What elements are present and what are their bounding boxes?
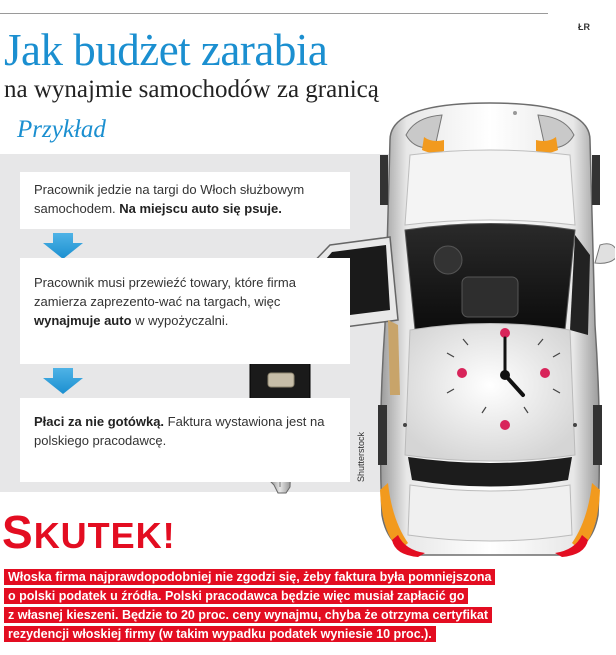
step-2-text-before: Pracownik musi przewieźć towary, które firma zamierza zaprezento-wać na targach, więc — [34, 275, 296, 309]
result-line: Włoska firma najprawdopodobniej nie zgodzi się, żeby faktura była pomniejszona — [4, 569, 495, 585]
result-line: o polski podatek u źródła. Polski pracodawca będzie więc musiał zapłacić go — [4, 588, 468, 604]
down-arrow-icon — [43, 233, 83, 259]
step-3-bold: Płaci za nie gotówką. — [34, 414, 165, 429]
image-credit: Shutterstock — [356, 431, 366, 482]
step-2-bold: wynajmuje auto — [34, 313, 132, 328]
source-tag: ŁR — [578, 22, 590, 32]
step-card-2 — [20, 258, 350, 364]
page-subtitle: na wynajmie samochodów za granicą — [4, 76, 379, 103]
page-title: Jak budżet zarabia — [4, 25, 328, 75]
top-rule — [0, 13, 548, 14]
result-heading-first: S — [2, 506, 34, 558]
step-2-text-after: w wypożyczalni. — [131, 313, 229, 328]
step-1-text: Pracownik jedzie na targi do Włoch służbowym samochodem. — [34, 182, 305, 216]
result-heading-rest: KUTEK! — [33, 515, 176, 556]
example-heading: Przykład — [17, 116, 106, 143]
down-arrow-icon — [43, 368, 83, 394]
step-3-text-after: Faktura wystawiona jest na polskiego pracodawcę. — [34, 414, 325, 448]
result-line: rezydencji włoskiej firmy (w takim wypadku podatek wyniesie 10 proc.). — [4, 626, 436, 642]
step-1-bold: Na miejscu auto się psuje. — [119, 201, 282, 216]
result-line: z własnej kieszeni. Będzie to 20 proc. ceny wynajmu, chyba że otrzyma certyfikat — [4, 607, 492, 623]
step-card-3 — [20, 398, 350, 482]
step-card-1 — [20, 172, 350, 229]
result-text — [4, 568, 564, 644]
result-heading — [2, 507, 176, 561]
